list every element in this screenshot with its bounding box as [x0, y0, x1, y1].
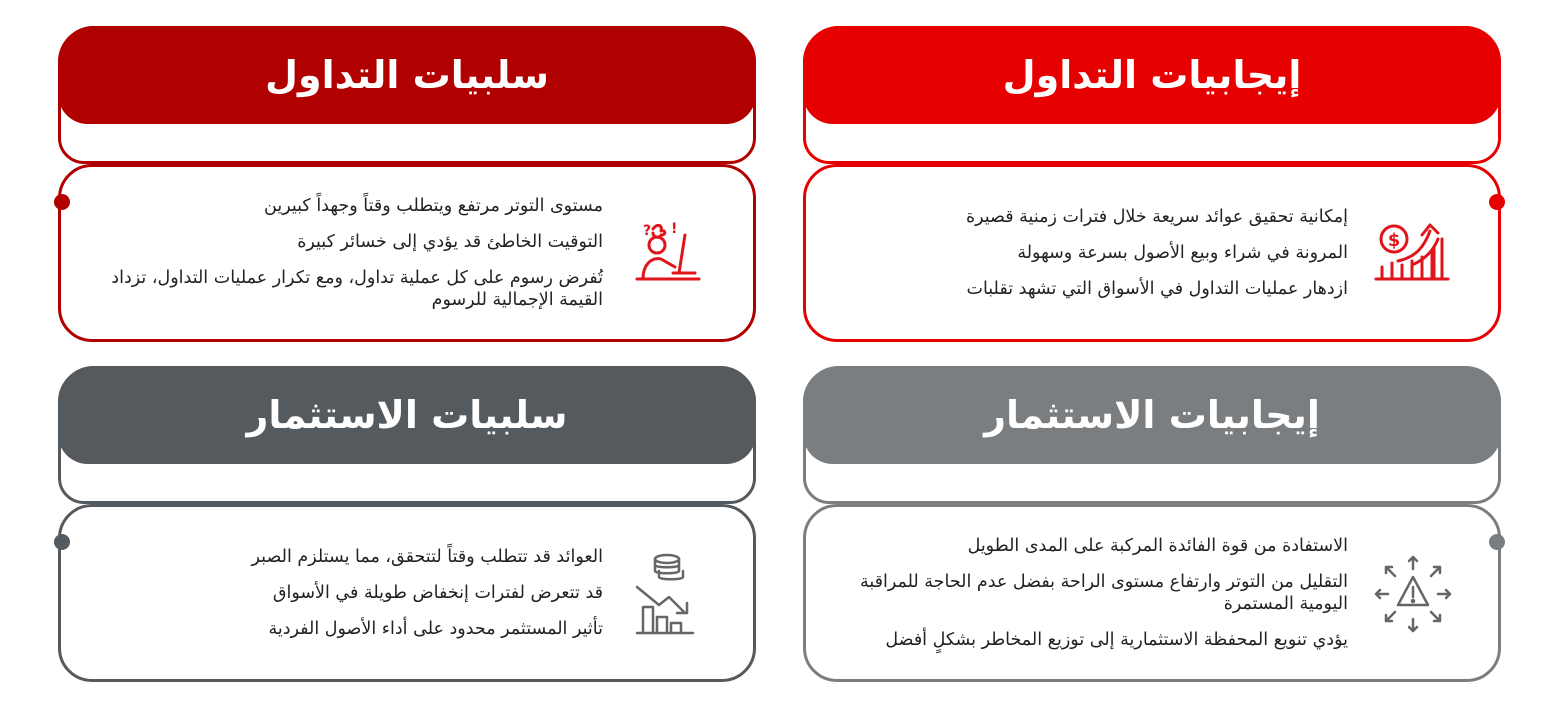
list-item: إمكانية تحقيق عوائد سريعة خلال فترات زمنية قصيرة [965, 207, 1348, 227]
list-item: التقليل من التوتر وارتفاع مستوى الراحة بفضل عدم الحاجة للمراقبة اليومية المستمرة [859, 572, 1348, 614]
list-item: التوقيت الخاطئ قد يؤدي إلى خسائر كبيرة [297, 232, 603, 252]
connector-dot [54, 534, 70, 550]
invest-pros-header-frame [803, 366, 1501, 504]
invest-pros-body [803, 504, 1501, 682]
invest-cons-title: سلبيات الاستثمار [58, 366, 756, 464]
money-growth-icon [1368, 209, 1458, 299]
trading-cons-card [58, 26, 756, 342]
coins-decline-icon [623, 549, 713, 639]
stressed-person-icon [623, 209, 713, 299]
invest-pros-title: إيجابيات الاستثمار [803, 366, 1501, 464]
list-item: الاستفادة من قوة الفائدة المركبة على المدى الطويل [967, 536, 1348, 556]
trading-pros-list [830, 167, 1348, 339]
trading-cons-list [85, 167, 603, 339]
svg-text:!: ! [671, 221, 678, 237]
connector-dot [1489, 194, 1505, 210]
invest-cons-list [85, 507, 603, 679]
list-item: تُفرض رسوم على كل عملية تداول، ومع تكرار عمليات التداول، تزداد القيمة الإجمالية للرسوم [111, 268, 603, 310]
trading-cons-header-frame [58, 26, 756, 164]
invest-cons-header-frame [58, 366, 756, 504]
list-item: قد تتعرض لفترات إنخفاض طويلة في الأسواق [272, 583, 603, 603]
invest-pros-list [830, 507, 1348, 679]
trading-cons-body [58, 164, 756, 342]
trading-pros-header-frame [803, 26, 1501, 164]
trading-pros-card [803, 26, 1501, 342]
connector-dot [1489, 534, 1505, 550]
list-item: مستوى التوتر مرتفع ويتطلب وقتاً وجهداً كبيرين [264, 196, 603, 216]
svg-text:?: ? [643, 223, 652, 239]
list-item: تأثير المستثمر محدود على أداء الأصول الفردية [268, 619, 603, 639]
list-item: يؤدي تنويع المحفظة الاستثمارية إلى توزيع المخاطر بشكلٍ أفضل [885, 630, 1348, 650]
trading-cons-title: سلبيات التداول [58, 26, 756, 124]
risk-warning-icon [1368, 549, 1458, 639]
trading-pros-title: إيجابيات التداول [803, 26, 1501, 124]
list-item: العوائد قد تتطلب وقتاً لتتحقق، مما يستلزم الصبر [251, 547, 603, 567]
invest-cons-body [58, 504, 756, 682]
list-item: ازدهار عمليات التداول في الأسواق التي تشهد تقلبات [966, 279, 1348, 299]
trading-pros-body [803, 164, 1501, 342]
invest-pros-card [803, 366, 1501, 682]
list-item: المرونة في شراء وبيع الأصول بسرعة وسهولة [1017, 243, 1348, 263]
connector-dot [54, 194, 70, 210]
invest-cons-card [58, 366, 756, 682]
svg-text:$: $ [1387, 230, 1401, 251]
